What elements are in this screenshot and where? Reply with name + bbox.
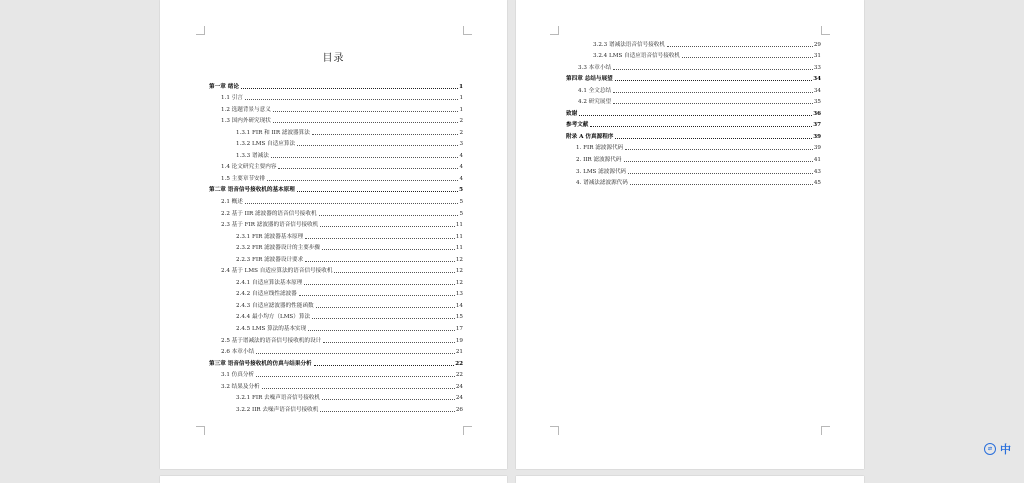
toc-entry[interactable] [209,125,463,137]
toc-entry-page: 35 [813,99,821,106]
toc-entry[interactable] [566,106,821,118]
toc-entry[interactable] [209,148,463,160]
toc-leader-dots [262,388,455,389]
toc-entry[interactable] [566,176,821,188]
toc-leader-dots [630,184,813,185]
toc-entry-page: 11 [455,233,463,240]
toc-entry-page: 41 [813,157,821,164]
toc-leader-dots [267,180,458,181]
toc-entry[interactable] [209,102,463,114]
toc-entry[interactable] [209,171,463,183]
document-page-1 [160,0,507,469]
toc-entry[interactable] [209,379,463,391]
toc-entry[interactable] [209,229,463,241]
document-page-2 [516,0,864,469]
toc-entry-title: 2.4.1 自适应算法基本原理 [236,279,303,286]
toc-entry-page: 24 [455,383,463,390]
crop-mark-bottom-right [463,426,472,435]
toc-leader-dots [320,411,455,412]
toc-entry-page: 29 [813,41,821,48]
toc-entry[interactable] [209,252,463,264]
toc-leader-dots [322,249,455,250]
toc-entry[interactable] [566,37,821,49]
toc-entry-page: 12 [455,268,463,275]
toc-entry-title: 1.1 引言 [221,95,243,102]
toc-entry[interactable] [209,264,463,276]
toc-entry-title: 1.3.2 LMS 自适应算法 [236,141,296,148]
toc-leader-dots [579,115,812,116]
toc-leader-dots [322,399,455,400]
toc-entry-page: 39 [813,133,821,140]
toc-entry-title: 2.3.1 FIR 滤波器基本原理 [236,233,304,240]
toc-entry[interactable] [209,114,463,126]
toc-entry-title: 2.4.5 LMS 算法的基本实现 [236,326,307,333]
toc-entry[interactable] [209,275,463,287]
document-page-3-top [160,476,507,483]
toc-entry-page: 1 [459,83,463,90]
toc-entry-title: 3.2.1 FIR 去噪声语音信号接收机 [236,395,321,402]
toc-title: 目录 [322,53,345,64]
toc-entry-title: 2.6 本章小结 [221,349,255,356]
toc-entry-title: 第二章 语音信号接收机的基本原理 [209,187,295,194]
toc-entry-page: 5 [459,199,463,206]
toc-entry-page: 34 [813,76,821,83]
toc-entry-title: 3.2.3 谱减法语音信号接收机 [593,41,665,48]
toc-entry-title: 3. LMS 滤波源代码 [576,168,627,175]
toc-entry-title: 1. FIR 滤波源代码 [576,145,624,152]
language-indicator[interactable] [984,441,1011,457]
toc-entry-title: 1.3.3 谱减法 [236,152,269,159]
toc-entry-page: 31 [813,53,821,60]
toc-entry-page: 1 [459,106,463,113]
toc-entry-title: 1.2 选题背景与意义 [221,106,271,113]
toc-entry[interactable] [209,137,463,149]
toc-entry-title: 2.4.4 最小均方（LMS）算法 [236,314,311,321]
toc-leader-dots [624,161,813,162]
toc-entry[interactable] [566,152,821,164]
toc-entry[interactable] [566,95,821,107]
toc-entry-title: 4. 谱减法滤波源代码 [576,180,628,187]
toc-entry[interactable] [209,368,463,380]
toc-entry-title: 1.3 国内外研究现状 [221,118,271,125]
toc-entry-page: 3 [459,141,463,148]
toc-entry[interactable] [566,118,821,130]
toc-leader-dots [613,103,813,104]
toc-entry-page: 11 [455,222,463,229]
toc-entry-title: 4.1 全文总结 [578,87,612,94]
crop-mark-bottom-right [821,426,830,435]
toc-entry-page: 4 [459,164,463,171]
toc-entry[interactable] [566,129,821,141]
toc-entry-page: 15 [455,314,463,321]
toc-entry-title: 1.5 主要章节安排 [221,175,266,182]
toc-entry[interactable] [209,218,463,230]
toc-leader-dots [245,203,459,204]
toc-leader-dots [323,342,455,343]
toc-entry[interactable] [209,333,463,345]
toc-leader-dots [334,272,454,273]
toc-entry-title: 第四章 总结与展望 [566,76,613,83]
toc-entry-page: 4 [459,175,463,182]
toc-entry[interactable] [209,79,463,91]
toc-leader-dots [312,134,459,135]
toc-entry-page: 5 [459,187,463,194]
toc-entry[interactable] [209,287,463,299]
toc-entry-title: 2.5 基于谱减法的语音信号接收机的设计 [221,337,322,344]
toc-entry[interactable] [209,241,463,253]
toc-entry-page: 19 [455,337,463,344]
toc-leader-dots [628,173,813,174]
toc-entry-page: 12 [455,279,463,286]
language-switch-icon[interactable]: ⇄ [984,443,996,455]
toc-entry-page: 17 [455,326,463,333]
toc-leader-dots [305,261,455,262]
crop-mark-top-left [550,26,559,35]
toc-leader-dots [615,80,813,81]
toc-leader-dots [320,226,455,227]
crop-mark-bottom-left [196,426,205,435]
toc-entry-page: 5 [459,210,463,217]
toc-entry-page: 24 [455,395,463,402]
toc-entry[interactable] [209,356,463,368]
toc-entry-page: 26 [455,406,463,413]
toc-leader-dots [316,307,455,308]
toc-entry-page: 45 [813,180,821,187]
toc-entry[interactable] [209,321,463,333]
document-page-4-top [516,476,864,483]
toc-leader-dots [273,111,459,112]
toc-leader-dots [625,149,813,150]
toc-entry[interactable] [209,160,463,172]
toc-entry[interactable] [566,164,821,176]
toc-leader-dots [297,145,458,146]
toc-entry-page: 37 [813,122,821,129]
toc-entry-page: 2 [459,118,463,125]
toc-entry-page: 39 [813,145,821,152]
toc-entry[interactable] [566,141,821,153]
toc-entry-title: 2.4 基于 LMS 自适应算法的语音信号接收机 [221,268,333,275]
toc-entry-title: 附录 A 仿真源程序 [566,133,614,140]
toc-entry-title: 3.2.2 IIR 去噪声语音信号接收机 [236,406,319,413]
toc-entry[interactable] [566,60,821,72]
toc-entry[interactable] [209,183,463,195]
toc-entry[interactable] [209,345,463,357]
toc-entry[interactable] [209,298,463,310]
toc-leader-dots [314,365,455,366]
toc-entry-title: 3.1 仿真分析 [221,372,255,379]
toc-entry-title: 第一章 绪论 [209,83,239,90]
toc-entry-page: 2 [459,129,463,136]
toc-list [209,79,463,414]
toc-list-continued [566,37,821,187]
toc-leader-dots [613,92,813,93]
toc-entry-page: 13 [455,291,463,298]
toc-entry-title: 3.3 本章小结 [578,64,612,71]
toc-leader-dots [256,376,455,377]
toc-entry-title: 2.1 概述 [221,199,243,206]
crop-mark-top-right [821,26,830,35]
toc-leader-dots [299,295,455,296]
toc-entry-page: 4 [459,152,463,159]
toc-entry-page: 33 [813,64,821,71]
toc-leader-dots [271,157,459,158]
toc-entry-title: 3.2.4 LMS 自适应语音信号接收机 [593,53,681,60]
toc-leader-dots [682,57,813,58]
toc-entry-title: 致谢 [566,110,578,117]
toc-entry-title: 1.3.1 FIR 和 IIR 滤波器算法 [236,129,310,136]
toc-leader-dots [304,284,455,285]
toc-leader-dots [667,46,813,47]
toc-entry-page: 14 [455,302,463,309]
toc-entry-title: 3.2 结果及分析 [221,383,260,390]
toc-entry-page: 36 [813,110,821,117]
toc-entry-title: 2.3 基于 FIR 滤波器的语音信号接收机 [221,222,319,229]
language-label[interactable]: 中 [1000,443,1011,456]
toc-entry-page: 21 [455,349,463,356]
toc-entry-title: 2.3.2 FIR 滤波器设计的主要步骤 [236,245,321,252]
toc-entry-title: 1.4 论文研究主要内容 [221,164,277,171]
toc-leader-dots [312,318,455,319]
toc-entry-title: 2. IIR 滤波源代码 [576,157,622,164]
toc-leader-dots [615,138,812,139]
toc-entry[interactable] [566,49,821,61]
toc-leader-dots [319,215,459,216]
crop-mark-top-left [196,26,205,35]
toc-entry[interactable] [566,72,821,84]
toc-leader-dots [297,191,458,192]
toc-entry-title: 参考文献 [566,122,589,129]
toc-entry-page: 43 [813,168,821,175]
toc-entry[interactable] [566,83,821,95]
toc-entry[interactable] [209,310,463,322]
toc-entry[interactable] [209,206,463,218]
toc-entry-title: 2.2.3 FIR 滤波器设计要求 [236,256,304,263]
toc-entry[interactable] [209,194,463,206]
toc-entry-page: 34 [813,87,821,94]
toc-leader-dots [278,168,458,169]
crop-mark-top-right [463,26,472,35]
toc-leader-dots [273,122,459,123]
toc-leader-dots [256,353,455,354]
toc-entry-page: 12 [455,256,463,263]
toc-entry[interactable] [209,391,463,403]
toc-leader-dots [241,88,458,89]
toc-entry-title: 4.2 研究展望 [578,99,612,106]
toc-entry-page: 22 [455,372,463,379]
toc-entry[interactable] [209,402,463,414]
toc-entry[interactable] [209,91,463,103]
toc-leader-dots [305,238,455,239]
toc-entry-title: 2.2 基于 IIR 滤波器的语音信号接收机 [221,210,317,217]
toc-entry-title: 2.4.3 自适应滤波器的性能函数 [236,302,314,309]
toc-entry-page: 1 [459,95,463,102]
toc-entry-page: 11 [455,245,463,252]
toc-leader-dots [590,126,812,127]
toc-leader-dots [245,99,459,100]
toc-entry-title: 2.4.2 自适应线性滤波器 [236,291,297,298]
toc-leader-dots [613,69,813,70]
toc-entry-title: 第三章 语音信号接收机的仿真与结果分析 [209,360,312,367]
toc-entry-page: 22 [455,360,463,367]
crop-mark-bottom-left [550,426,559,435]
toc-leader-dots [308,330,455,331]
